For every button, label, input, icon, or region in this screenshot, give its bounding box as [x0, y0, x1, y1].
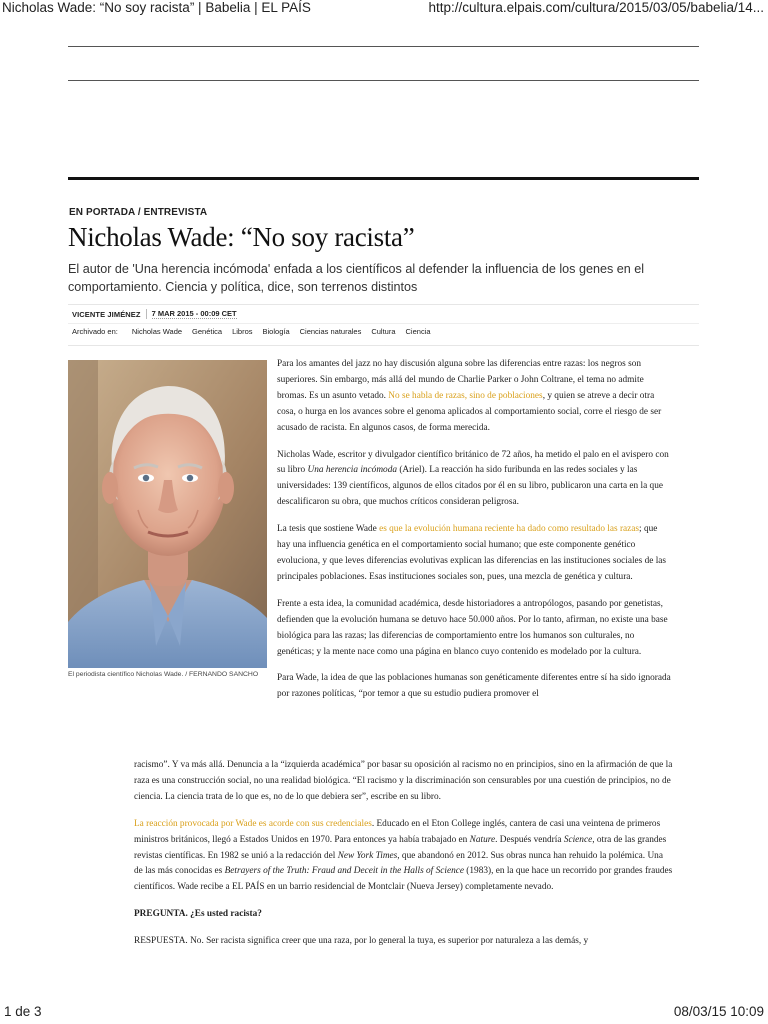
inline-link[interactable]: es que la evolución humana reciente ha dado como resultado las razas [379, 524, 640, 535]
paragraph: Para Wade, la idea de que las poblaciones humanas son genéticamente diferentes entre sí ha sido ignorada por razones políticas, “por temor a que su estudio pudiera promover el [277, 673, 671, 700]
header-divider [68, 177, 699, 180]
section-label[interactable]: EN PORTADA / ENTREVISTA [69, 207, 208, 218]
photo-caption: El periodista científico Nicholas Wade. / FERNANDO SANCHO [68, 671, 259, 678]
print-datetime: 08/03/15 10:09 [673, 1004, 764, 1019]
paragraph: racismo”. Y va más allá. Denuncia a la “izquierda académica” por basar su oposición al racismo no en principios, sino en la afirmación de que la raza es una construcción social, no una realidad biológica. “El racismo y la discriminación son censurables por una cuestión de principios, no de ciencia. La ciencia trata de lo que es, no de lo que debiera ser”, escribe en su libro. [134, 760, 673, 802]
byline-separator [146, 309, 147, 319]
top-divider [68, 46, 699, 47]
tag-link[interactable]: Cultura [371, 327, 396, 336]
paragraph: La reacción provocada por Wade es acorde con sus credenciales. Educado en el Eton College inglés, cantera de casi una veintena de primeros ministros británicos, llegó a Estados Unidos en 1970. Para entonces ya había trabajado en Nature. Después vendría Science, otra de las grandes revistas científicas. En 1982 se unió a la redacción del New York Times, que abandonó en 2012. Sus obras nunca han rehuido la polémica. Una de las más conocidas es Betrayers of the Truth: Fraud and Deceit in the Halls of Science (1983), en la que hace un recorrido por grandes fraudes científicos. Wade recibe a EL PAÍS en un barrio residencial de Montclair (Nueva Jersey) completamente nevado. [134, 818, 673, 893]
print-page-title: Nicholas Wade: “No soy racista” | Babelia | EL PAÍS [2, 0, 311, 15]
paragraph: Frente a esta idea, la comunidad académica, desde historiadores a antropólogos, pasando por genetistas, defienden que la evolución humana se detuvo hace 50.000 años. Por lo tanto, afirman, no existe una base biológica para las razas; las diferencias de comportamiento entre los humanos son culturales, no genéticas; y la mente nace como una página en blanco cuyo contenido es modelado por la cultura. [277, 598, 668, 657]
tag-link[interactable]: Biología [262, 327, 290, 336]
tag-list [72, 327, 441, 336]
author-name[interactable]: VICENTE JIMÉNEZ [72, 309, 141, 319]
print-page-url: http://cultura.elpais.com/cultura/2015/03/05/babelia/14... [428, 0, 764, 15]
interview-answer: RESPUESTA. No. Ser racista significa creer que una raza, por lo general la tuya, es superior por naturaleza a las demás, y [134, 936, 589, 947]
print-footer [0, 1004, 768, 1024]
article-body-column [277, 357, 673, 703]
byline-divider [68, 323, 699, 324]
paragraph: Nicholas Wade, escritor y divulgador científico británico de 72 años, ha metido el palo en el avispero con su libro Una herencia incómoda (Ariel). La reacción ha sido furibunda en las redes sociales y las universidades: 139 científicos, algunos de ellos citados por él en su libro, publicaron una carta en la que descalificaron su obra, que muchos críticos consideran peligrosa. [277, 449, 669, 508]
inline-link[interactable]: La reacción provocada por Wade es acorde con sus credenciales [134, 818, 372, 829]
paragraph: La tesis que sostiene Wade es que la evolución humana reciente ha dado como resultado las razas; que hay una influencia genética en el comportamiento social humano; que este componente genético evoluciona, y que leves diferencias evolutivas explican las diferencias en las instituciones sociales de las principales poblaciones. Esas instituciones sociales son, pues, una mezcla de genética y cultura. [277, 524, 667, 582]
paragraph: Para los amantes del jazz no hay discusión alguna sobre las diferencias entre razas: los negros son superiores. Sin embargo, más allá del mundo de Charlie Parker o John Coltrane, el tema no admite bromas. Es un asunto vetado. No se habla de razas, sino de poblaciones, y quien se atreve a decir otra cosa, o hurga en los avances sobre el genoma aplicados al comportamiento social, corre el riesgo de ser acusado de racista. En algunos casos, de forma merecida. [277, 359, 662, 433]
article-subtitle: El autor de 'Una herencia incómoda' enfada a los científicos al defender la influencia de los genes en el comportamiento. Ciencia y política, dice, son terrenos distintos [68, 262, 645, 294]
tag-link[interactable]: Libros [232, 327, 253, 336]
interview-question: PREGUNTA. ¿Es usted racista? [134, 909, 262, 920]
top-divider [68, 80, 699, 81]
tag-link[interactable]: Ciencia [405, 327, 431, 336]
tag-link[interactable]: Nicholas Wade [131, 327, 183, 336]
tag-link[interactable]: Genética [192, 327, 223, 336]
tag-link[interactable]: Ciencias naturales [299, 327, 362, 336]
inline-link[interactable]: No se habla de razas, sino de poblaciones [388, 390, 543, 401]
page-counter: 1 de 3 [4, 1004, 42, 1019]
publish-date: 7 MAR 2015 - 00:09 CET [151, 309, 237, 318]
article-body-full [134, 758, 674, 961]
author-photo[interactable] [68, 360, 267, 668]
portrait-illustration [68, 360, 267, 668]
print-header [0, 0, 768, 20]
archived-label: Archivado en: [72, 327, 118, 336]
article-headline: Nicholas Wade: “No soy racista” [68, 222, 415, 252]
byline-bar [68, 304, 699, 346]
